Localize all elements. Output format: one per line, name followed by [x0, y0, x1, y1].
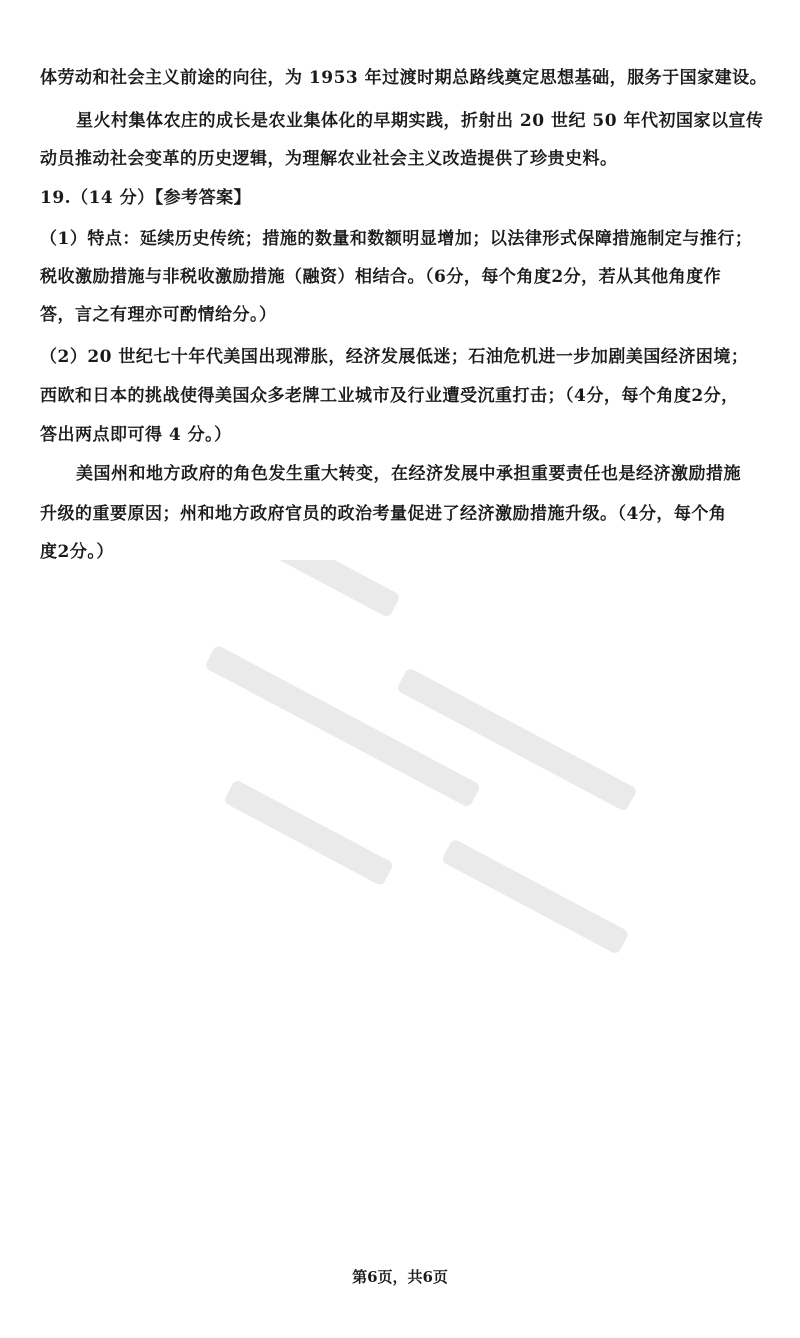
question-heading: 19.（14 分）【参考答案】: [40, 188, 252, 208]
text-line: （2）20 世纪七十年代美国出现滞胀，经济发展低迷；石油危机进一步加剧美国经济困境；: [40, 347, 749, 367]
text-line: 税收激励措施与非税收激励措施（融资）相结合。（6分，每个角度2分，若从其他角度作: [40, 267, 722, 287]
text-line: 答，言之有理亦可酌情给分。）: [40, 305, 277, 325]
text-line: 美国州和地方政府的角色发生重大转变，在经济发展中承担重要责任也是经济激励措施: [76, 464, 741, 484]
text-line: 体劳动和社会主义前途的向往，为 1953 年过渡时期总路线奠定思想基础，服务于国家建设。: [40, 68, 768, 88]
text-line: （1）特点：延续历史传统；措施的数量和数额明显增加；以法律形式保障措施制定与推行；: [40, 229, 753, 249]
page-footer: 第6页，共6页: [352, 1268, 448, 1286]
text-line: 升级的重要原因；州和地方政府官员的政治考量促进了经济激励措施升级。（4分，每个角: [40, 504, 727, 524]
text-line: 星火村集体农庄的成长是农业集体化的早期实践，折射出 20 世纪 50 年代初国家以宣传: [76, 111, 764, 131]
text-line: 动员推动社会变革的历史逻辑，为理解农业社会主义改造提供了珍贵史料。: [40, 149, 618, 169]
text-line: 度2分。）: [40, 542, 114, 562]
text-line: 答出两点即可得 4 分。）: [40, 425, 232, 445]
faded-watermark: [60, 560, 760, 980]
text-line: 西欧和日本的挑战使得美国众多老牌工业城市及行业遭受沉重打击；（4分，每个角度2分，: [40, 386, 739, 406]
